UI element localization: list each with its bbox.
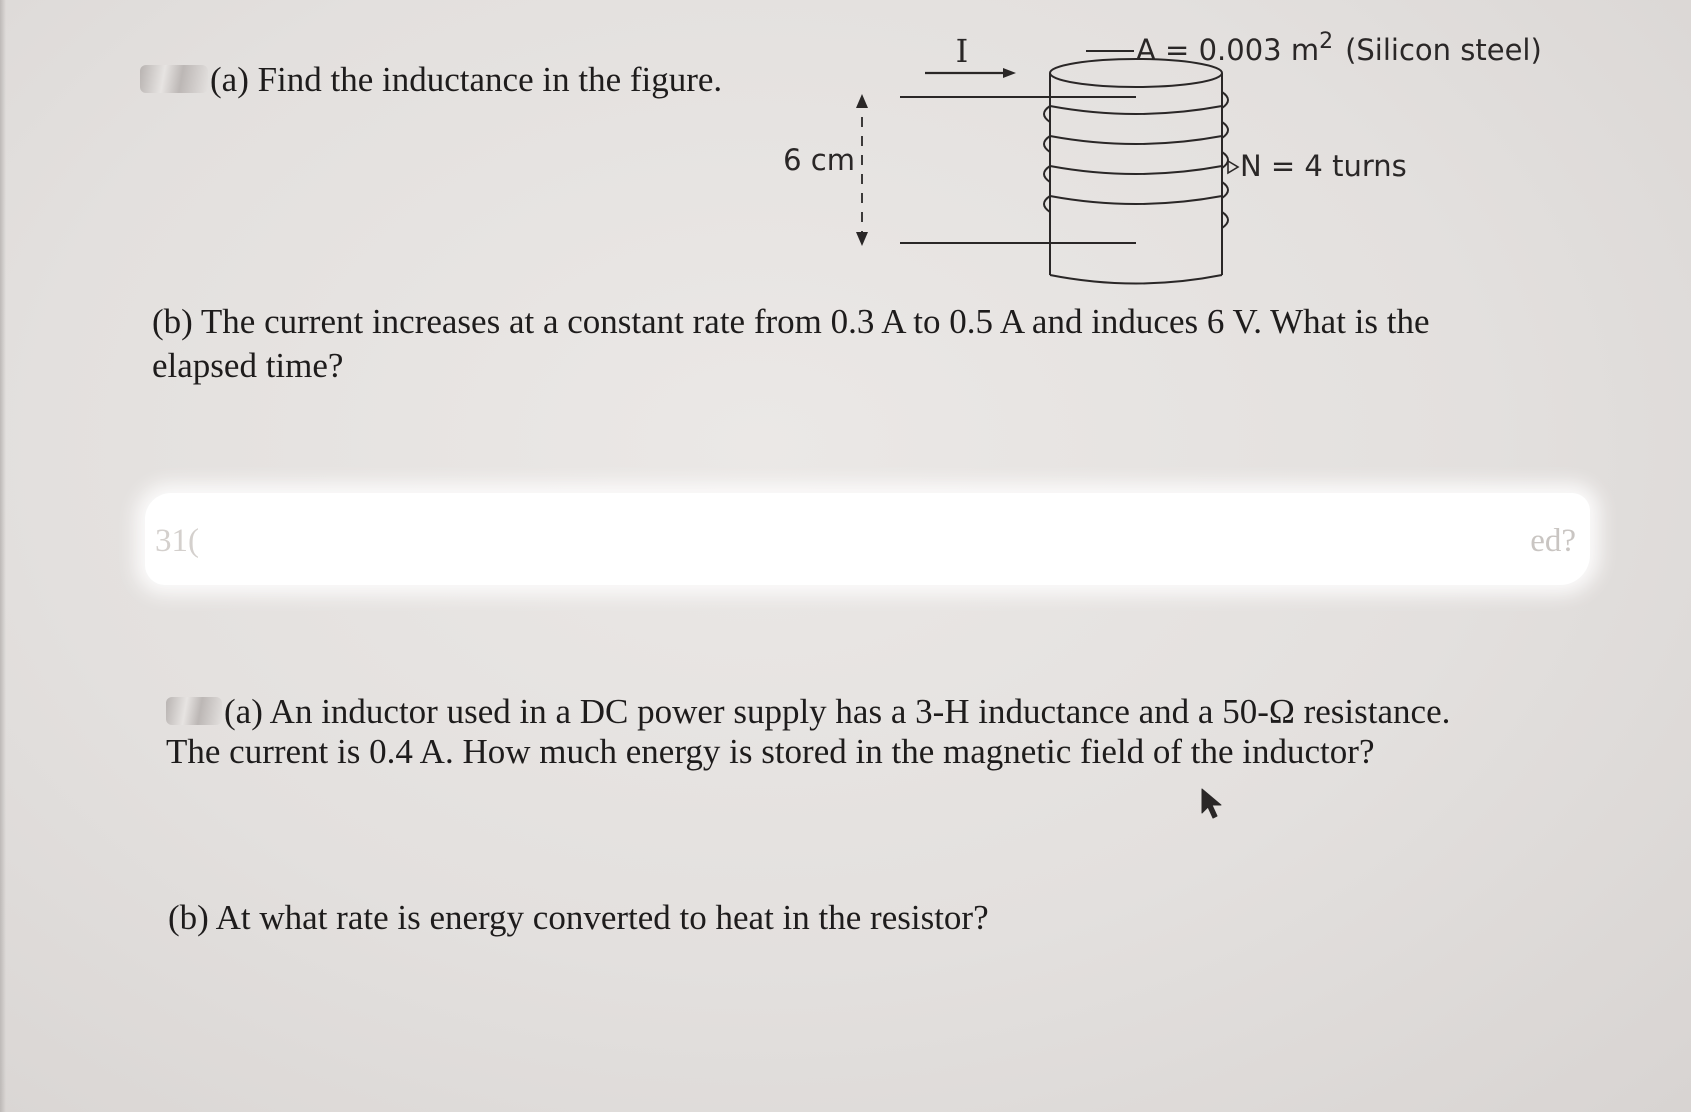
height-arrow-down [856,232,868,246]
inductor-diagram [770,30,1650,300]
problem-1-part-b-line-1: (b) The current increases at a constant rate from 0.3 A to 0.5 A and induces 6 V. What is the [152,302,1430,341]
problem-1-part-b-line-2: elapsed time? [152,346,344,385]
problem-2-part-b: (b) At what rate is energy converted to heat in the resistor? [168,898,989,937]
problem-number-marker [140,65,208,93]
coil-windings [1044,92,1228,228]
photo-edge-shadow [0,0,6,1112]
turns-pointer [1228,161,1238,173]
core-bottom-curve [1050,275,1222,284]
problem-2-part-a-line-2: The current is 0.4 A. How much energy is stored in the magnetic field of the inductor? [166,732,1375,771]
winding-1 [1050,106,1222,114]
area-label [1136,30,1542,67]
inductor-figure [770,30,1650,300]
redacted-problem-number: 31( [155,523,199,559]
problem-2-part-a-line-1-text: (a) An inductor used in a DC power supply has a 3-H inductance and a 50-Ω resistance. [224,692,1451,731]
mouse-pointer-icon [1200,787,1224,821]
winding-3 [1050,166,1222,174]
winding-2 [1050,136,1222,144]
area-value: A = 0.003 m [1136,33,1320,67]
height-label: 6 cm [783,143,855,177]
area-exponent: 2 [1319,30,1334,54]
problem-1-part-a-text: (a) Find the inductance in the figure. [210,60,723,99]
problem-2-part-a-line-1 [166,690,1450,734]
height-arrow-up [856,94,868,108]
problem-1-part-a [140,58,722,102]
redacted-problem-cover [145,493,1590,585]
material-label: (Silicon steel) [1345,33,1542,67]
winding-4 [1050,196,1222,204]
redacted-problem-end: ed? [1530,523,1576,559]
problem-2-number-marker [166,697,222,725]
turns-label: N = 4 turns [1240,149,1407,183]
current-label: I [955,32,969,70]
current-arrowhead [1003,68,1016,78]
